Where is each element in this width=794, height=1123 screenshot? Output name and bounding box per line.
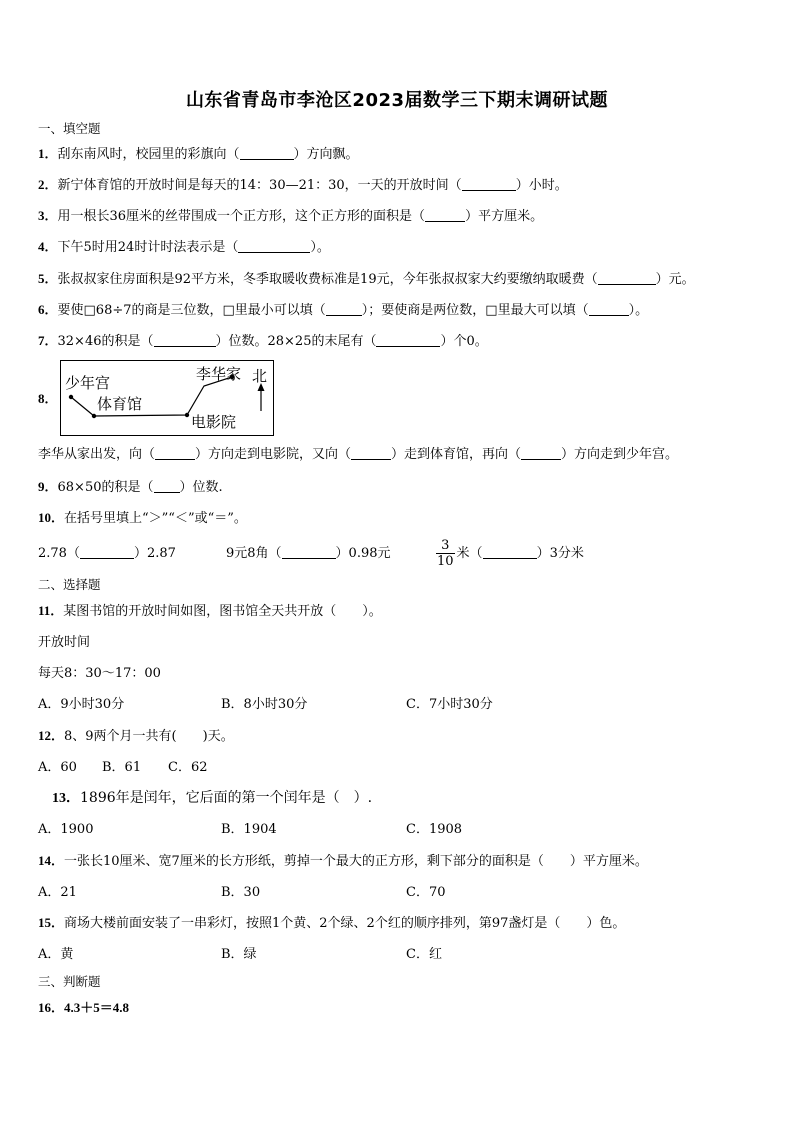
question-1: 1．刮东南风时，校园里的彩旗向（ ）方向飘。 [38,146,359,162]
answer-blank[interactable] [351,447,391,460]
option-c[interactable]: C．70 [406,885,446,900]
answer-blank[interactable] [521,447,561,460]
option-a[interactable]: A．60 [38,760,77,775]
answer-blank[interactable] [238,240,310,253]
question-11: 11．某图书馆的开放时间如图，图书馆全天共开放（ ）。 [38,603,382,619]
answer-blank[interactable] [154,334,216,347]
option-a[interactable]: A．21 [38,885,77,900]
compare-item-3: $\frac{3}{10}$ 米（ ）3分米 [437,538,584,569]
question-number: 8． [38,391,58,406]
answer-blank[interactable] [376,334,440,347]
question-8-number [38,390,58,409]
question-10: 10．在括号里填上“＞”“＜”或“＝”。 [38,510,247,526]
question-number: 4． [38,239,58,254]
option-a[interactable]: A．9小时30分 [38,697,125,712]
question-16: 16．4.3＋5＝4.8 [38,1000,130,1015]
answer-blank[interactable] [425,209,465,222]
option-c[interactable]: C．62 [168,760,208,775]
youth-palace-point [69,395,73,399]
question-4: 4．下午5时用24时计时法表示是（ ）。 [38,239,330,255]
question-9: 9．68×50的积是（ ）位数. [38,479,223,495]
option-c[interactable]: C．7小时30分 [406,697,493,712]
question-number: 7． [38,333,58,348]
option-c[interactable]: C．红 [406,947,442,962]
compare-item-1: 2.78（ ）2.87 [38,546,176,561]
route-map [60,360,274,436]
opening-hours-label: 开放时间 [38,635,91,650]
answer-blank[interactable] [240,147,294,160]
map-label-gym: 体育馆 [97,395,143,413]
question-number: 12． [38,728,65,743]
question-3: 3．用一根长36厘米的丝带围成一个正方形，这个正方形的面积是（ ）平方厘米。 [38,208,544,224]
option-b[interactable]: B．绿 [221,947,257,962]
question-13: 13．1896年是闰年，它后面的第一个闰年是（ ）. [52,790,373,806]
answer-blank[interactable] [598,272,656,285]
gym-point [92,414,96,418]
question-number: 1． [38,146,58,161]
map-label-north: 北 [252,367,268,385]
question-number: 13． [52,791,80,806]
option-a[interactable]: A．黄 [38,947,74,962]
section-heading-choice: 二、选择题 [38,577,101,592]
question-number: 3． [38,208,58,223]
question-6: 6．要使□68÷7的商是三位数，□里最小可以填（ ）；要使商是两位数，□里最大可以填（ ）。 [38,302,649,318]
compare-item-2: 9元8角（ ）0.98元 [226,546,391,561]
question-number: 9． [38,479,58,494]
question-number: 5． [38,271,58,286]
question-number: 2． [38,177,58,192]
question-number: 14． [38,853,65,868]
map-label-youth-palace: 少年宫 [65,374,111,392]
question-number: 11． [38,603,64,618]
answer-blank[interactable] [80,546,134,559]
answer-blank[interactable] [155,447,195,460]
section-heading-judgment: 三、判断题 [38,974,101,989]
option-a[interactable]: A．1900 [38,822,94,837]
question-12: 12．8、9两个月一共有( )天。 [38,728,234,744]
page-title: 山东省青岛市李沧区2023届数学三下期末调研试题 [185,90,609,111]
map-label-li-home: 李华家 [196,365,242,383]
answer-blank[interactable] [589,303,629,316]
cinema-point [185,413,189,417]
option-b[interactable]: B．8小时30分 [221,697,308,712]
question-5: 5．张叔叔家住房面积是92平方米，冬季取暖收费标准是19元，今年张叔叔家大约要缴纳取暖费（ ）元。 [38,271,695,287]
option-b[interactable]: B．1904 [221,822,277,837]
question-7: 7．32×46的积是（ ）位数。28×25的末尾有（ ）个0。 [38,333,488,349]
map-label-cinema: 电影院 [191,413,237,431]
question-15: 15．商场大楼前面安装了一串彩灯，按照1个黄、2个绿、2个红的顺序排列，第97盏灯是（ ）色。 [38,915,626,931]
fraction: $\frac{3}{10}$ [437,538,454,569]
question-number: 15． [38,915,65,930]
question-number: 10． [38,510,65,525]
answer-blank[interactable] [462,178,516,191]
option-b[interactable]: B．61 [102,760,142,775]
question-2: 2．新宁体育馆的开放时间是每天的14：30—21：30，一天的开放时间（ ）小时。 [38,177,568,193]
answer-blank[interactable] [282,546,336,559]
section-heading-fill-in: 一、填空题 [38,121,101,136]
question-8-text: 李华从家出发，向（ ）方向走到电影院，又向（ ）走到体育馆，再向（ ）方向走到少年宫。 [38,447,679,462]
option-b[interactable]: B．30 [221,885,261,900]
option-c[interactable]: C．1908 [406,822,463,837]
question-number: 16． [38,1000,65,1015]
question-14: 14．一张长10厘米、宽7厘米的长方形纸，剪掉一个最大的正方形，剩下部分的面积是（ ）平方厘米。 [38,853,648,869]
opening-hours-value: 每天8：30～17：00 [38,666,161,681]
answer-blank[interactable] [154,480,180,493]
question-number: 6． [38,302,58,317]
answer-blank[interactable] [483,546,537,559]
answer-blank[interactable] [326,303,362,316]
